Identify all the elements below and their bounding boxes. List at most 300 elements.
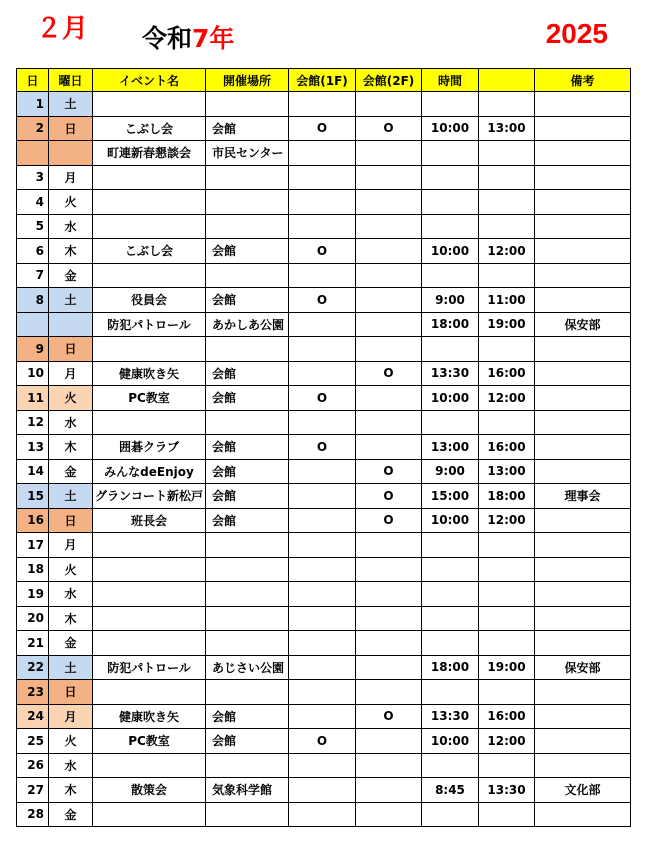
day-cell: 23: [17, 680, 49, 705]
weekday-cell: 水: [49, 214, 93, 239]
note-cell: [535, 802, 631, 827]
col-header-time: 時間: [422, 69, 479, 92]
hall-1f-cell: O: [289, 386, 356, 411]
table-row: [17, 557, 631, 582]
note-cell: [535, 631, 631, 656]
venue-cell: 会館: [206, 435, 289, 460]
note-cell: [535, 410, 631, 435]
hall-1f-cell: O: [289, 729, 356, 754]
event-cell: [93, 533, 206, 558]
hall-2f-cell: [356, 92, 422, 117]
end-time-cell: [479, 680, 535, 705]
day-cell: 19: [17, 582, 49, 607]
note-cell: [535, 361, 631, 386]
era-year: 7年: [192, 24, 235, 53]
start-time-cell: 18:00: [422, 312, 479, 337]
col-header-weekday: 曜日: [49, 69, 93, 92]
weekday-cell: 木: [49, 606, 93, 631]
event-cell: PC教室: [93, 729, 206, 754]
hall-2f-cell: [356, 802, 422, 827]
era-title: [142, 19, 234, 55]
hall-2f-cell: [356, 165, 422, 190]
event-cell: PC教室: [93, 386, 206, 411]
venue-cell: [206, 802, 289, 827]
event-cell: 班長会: [93, 508, 206, 533]
end-time-cell: 12:00: [479, 239, 535, 264]
end-time-cell: [479, 337, 535, 362]
end-time-cell: 13:30: [479, 778, 535, 803]
hall-2f-cell: [356, 214, 422, 239]
table-row: [17, 165, 631, 190]
hall-1f-cell: [289, 606, 356, 631]
hall-2f-cell: [356, 190, 422, 215]
start-time-cell: 10:00: [422, 116, 479, 141]
day-cell: 20: [17, 606, 49, 631]
hall-1f-cell: [289, 655, 356, 680]
event-cell: 防犯パトロール: [93, 655, 206, 680]
start-time-cell: 10:00: [422, 729, 479, 754]
venue-cell: [206, 557, 289, 582]
start-time-cell: 18:00: [422, 655, 479, 680]
end-time-cell: [479, 190, 535, 215]
start-time-cell: [422, 802, 479, 827]
end-time-cell: 11:00: [479, 288, 535, 313]
end-time-cell: [479, 557, 535, 582]
table-row: [17, 606, 631, 631]
weekday-cell: 木: [49, 778, 93, 803]
hall-1f-cell: [289, 753, 356, 778]
event-cell: 健康吹き矢: [93, 704, 206, 729]
day-cell: 11: [17, 386, 49, 411]
day-cell: 9: [17, 337, 49, 362]
start-time-cell: 10:00: [422, 508, 479, 533]
weekday-cell: 日: [49, 680, 93, 705]
venue-cell: 会館: [206, 484, 289, 509]
start-time-cell: [422, 582, 479, 607]
weekday-cell: 火: [49, 729, 93, 754]
end-time-cell: [479, 410, 535, 435]
hall-2f-cell: [356, 263, 422, 288]
day-cell: 4: [17, 190, 49, 215]
hall-1f-cell: O: [289, 288, 356, 313]
venue-cell: [206, 533, 289, 558]
end-time-cell: [479, 141, 535, 166]
weekday-cell: 金: [49, 459, 93, 484]
day-cell: 21: [17, 631, 49, 656]
table-row: [17, 778, 631, 803]
weekday-cell: 火: [49, 386, 93, 411]
note-cell: 保安部: [535, 312, 631, 337]
hall-1f-cell: [289, 361, 356, 386]
event-cell: [93, 214, 206, 239]
venue-cell: 会館: [206, 508, 289, 533]
hall-2f-cell: O: [356, 508, 422, 533]
note-cell: 文化部: [535, 778, 631, 803]
table-row: [17, 239, 631, 264]
col-header-hall-1f: 会館(1F): [289, 69, 356, 92]
event-cell: [93, 263, 206, 288]
table-row: [17, 386, 631, 411]
weekday-cell: 土: [49, 288, 93, 313]
weekday-cell: 水: [49, 410, 93, 435]
table-row: [17, 288, 631, 313]
venue-cell: [206, 410, 289, 435]
venue-cell: [206, 190, 289, 215]
hall-1f-cell: [289, 263, 356, 288]
hall-2f-cell: [356, 533, 422, 558]
day-cell: 17: [17, 533, 49, 558]
hall-2f-cell: [356, 337, 422, 362]
end-time-cell: 12:00: [479, 729, 535, 754]
hall-2f-cell: [356, 288, 422, 313]
day-cell: 26: [17, 753, 49, 778]
day-cell: 22: [17, 655, 49, 680]
weekday-cell: 火: [49, 557, 93, 582]
note-cell: [535, 582, 631, 607]
note-cell: [535, 435, 631, 460]
hall-1f-cell: [289, 214, 356, 239]
hall-2f-cell: O: [356, 116, 422, 141]
weekday-cell: 日: [49, 508, 93, 533]
end-time-cell: [479, 802, 535, 827]
start-time-cell: [422, 92, 479, 117]
day-cell: 10: [17, 361, 49, 386]
start-time-cell: 13:00: [422, 435, 479, 460]
day-cell: 14: [17, 459, 49, 484]
venue-cell: 会館: [206, 729, 289, 754]
weekday-cell: 土: [49, 484, 93, 509]
start-time-cell: [422, 165, 479, 190]
venue-cell: [206, 631, 289, 656]
event-cell: 役員会: [93, 288, 206, 313]
start-time-cell: 10:00: [422, 239, 479, 264]
end-time-cell: 12:00: [479, 508, 535, 533]
hall-1f-cell: [289, 533, 356, 558]
start-time-cell: [422, 141, 479, 166]
event-cell: [93, 557, 206, 582]
note-cell: [535, 116, 631, 141]
note-cell: [535, 557, 631, 582]
start-time-cell: 13:30: [422, 704, 479, 729]
hall-1f-cell: O: [289, 239, 356, 264]
weekday-cell: 水: [49, 753, 93, 778]
weekday-cell: 金: [49, 263, 93, 288]
hall-1f-cell: [289, 704, 356, 729]
venue-cell: あかしあ公園: [206, 312, 289, 337]
hall-1f-cell: [289, 337, 356, 362]
hall-2f-cell: [356, 410, 422, 435]
weekday-cell: 金: [49, 631, 93, 656]
start-time-cell: [422, 337, 479, 362]
end-time-cell: 18:00: [479, 484, 535, 509]
start-time-cell: [422, 557, 479, 582]
venue-cell: あじさい公園: [206, 655, 289, 680]
hall-1f-cell: [289, 165, 356, 190]
table-row: [17, 435, 631, 460]
hall-1f-cell: O: [289, 435, 356, 460]
event-cell: [93, 410, 206, 435]
day-cell: 18: [17, 557, 49, 582]
hall-2f-cell: [356, 655, 422, 680]
end-time-cell: [479, 753, 535, 778]
event-cell: みんなdeEnjoy: [93, 459, 206, 484]
hall-1f-cell: [289, 680, 356, 705]
weekday-cell: 木: [49, 435, 93, 460]
note-cell: [535, 190, 631, 215]
table-row: [17, 361, 631, 386]
table-row: [17, 312, 631, 337]
note-cell: [535, 141, 631, 166]
event-cell: [93, 680, 206, 705]
table-row: [17, 484, 631, 509]
venue-cell: 市民センター: [206, 141, 289, 166]
end-time-cell: [479, 533, 535, 558]
weekday-cell: [49, 312, 93, 337]
hall-2f-cell: [356, 631, 422, 656]
end-time-cell: [479, 582, 535, 607]
event-cell: [93, 631, 206, 656]
hall-2f-cell: [356, 557, 422, 582]
hall-2f-cell: [356, 435, 422, 460]
day-cell: 12: [17, 410, 49, 435]
end-time-cell: [479, 165, 535, 190]
venue-cell: [206, 582, 289, 607]
day-cell: 28: [17, 802, 49, 827]
start-time-cell: [422, 190, 479, 215]
hall-1f-cell: O: [289, 116, 356, 141]
day-cell: [17, 312, 49, 337]
hall-2f-cell: [356, 778, 422, 803]
event-cell: 町連新春懇談会: [93, 141, 206, 166]
weekday-cell: 木: [49, 239, 93, 264]
venue-cell: [206, 214, 289, 239]
venue-cell: 会館: [206, 386, 289, 411]
hall-2f-cell: [356, 312, 422, 337]
end-time-cell: 13:00: [479, 459, 535, 484]
table-row: [17, 92, 631, 117]
venue-cell: 会館: [206, 459, 289, 484]
end-time-cell: 16:00: [479, 704, 535, 729]
hall-2f-cell: [356, 582, 422, 607]
end-time-cell: 19:00: [479, 655, 535, 680]
event-cell: こぶし会: [93, 239, 206, 264]
event-cell: [93, 753, 206, 778]
event-cell: [93, 802, 206, 827]
note-cell: [535, 165, 631, 190]
hall-1f-cell: [289, 92, 356, 117]
event-cell: [93, 92, 206, 117]
day-cell: 6: [17, 239, 49, 264]
day-cell: 7: [17, 263, 49, 288]
end-time-cell: 19:00: [479, 312, 535, 337]
note-cell: [535, 214, 631, 239]
hall-1f-cell: [289, 582, 356, 607]
venue-cell: 会館: [206, 704, 289, 729]
start-time-cell: 9:00: [422, 288, 479, 313]
venue-cell: 会館: [206, 288, 289, 313]
table-row: [17, 141, 631, 166]
event-cell: こぶし会: [93, 116, 206, 141]
end-time-cell: [479, 214, 535, 239]
day-cell: 8: [17, 288, 49, 313]
hall-2f-cell: [356, 239, 422, 264]
hall-1f-cell: [289, 631, 356, 656]
hall-2f-cell: [356, 680, 422, 705]
start-time-cell: [422, 214, 479, 239]
note-cell: [535, 533, 631, 558]
table-row: [17, 729, 631, 754]
month-title: ２月: [36, 14, 89, 44]
day-cell: [17, 141, 49, 166]
weekday-cell: 月: [49, 533, 93, 558]
venue-cell: 会館: [206, 361, 289, 386]
col-header-event: イベント名: [93, 69, 206, 92]
hall-1f-cell: [289, 778, 356, 803]
start-time-cell: [422, 410, 479, 435]
table-row: [17, 190, 631, 215]
start-time-cell: 15:00: [422, 484, 479, 509]
note-cell: [535, 459, 631, 484]
start-time-cell: [422, 263, 479, 288]
end-time-cell: [479, 606, 535, 631]
hall-1f-cell: [289, 508, 356, 533]
day-cell: 1: [17, 92, 49, 117]
note-cell: [535, 239, 631, 264]
hall-1f-cell: [289, 141, 356, 166]
start-time-cell: [422, 631, 479, 656]
col-header-end-time: [479, 69, 535, 92]
day-cell: 2: [17, 116, 49, 141]
weekday-cell: 金: [49, 802, 93, 827]
start-time-cell: [422, 606, 479, 631]
hall-2f-cell: [356, 729, 422, 754]
start-time-cell: [422, 533, 479, 558]
hall-1f-cell: [289, 190, 356, 215]
day-cell: 5: [17, 214, 49, 239]
hall-2f-cell: [356, 386, 422, 411]
hall-1f-cell: [289, 557, 356, 582]
table-row: [17, 533, 631, 558]
weekday-cell: 土: [49, 655, 93, 680]
note-cell: [535, 704, 631, 729]
hall-1f-cell: [289, 484, 356, 509]
event-cell: 囲碁クラブ: [93, 435, 206, 460]
venue-cell: [206, 92, 289, 117]
hall-1f-cell: [289, 312, 356, 337]
start-time-cell: 13:30: [422, 361, 479, 386]
table-row: [17, 631, 631, 656]
note-cell: [535, 680, 631, 705]
venue-cell: [206, 263, 289, 288]
note-cell: [535, 386, 631, 411]
note-cell: [535, 263, 631, 288]
table-row: [17, 263, 631, 288]
day-cell: 27: [17, 778, 49, 803]
event-cell: [93, 582, 206, 607]
start-time-cell: [422, 753, 479, 778]
table-row: [17, 508, 631, 533]
table-row: [17, 337, 631, 362]
table-row: [17, 802, 631, 827]
weekday-cell: 月: [49, 361, 93, 386]
hall-2f-cell: O: [356, 459, 422, 484]
end-time-cell: 16:00: [479, 361, 535, 386]
event-cell: [93, 165, 206, 190]
header-row: [17, 69, 631, 92]
hall-2f-cell: [356, 753, 422, 778]
table-row: [17, 459, 631, 484]
hall-2f-cell: O: [356, 361, 422, 386]
venue-cell: [206, 680, 289, 705]
end-time-cell: 13:00: [479, 116, 535, 141]
weekday-cell: 日: [49, 116, 93, 141]
hall-1f-cell: [289, 802, 356, 827]
event-cell: [93, 190, 206, 215]
schedule-table: [16, 68, 631, 827]
end-time-cell: 12:00: [479, 386, 535, 411]
note-cell: [535, 337, 631, 362]
day-cell: 13: [17, 435, 49, 460]
event-cell: [93, 606, 206, 631]
col-header-venue: 開催場所: [206, 69, 289, 92]
day-cell: 15: [17, 484, 49, 509]
start-time-cell: 8:45: [422, 778, 479, 803]
note-cell: [535, 508, 631, 533]
venue-cell: [206, 606, 289, 631]
event-cell: [93, 337, 206, 362]
note-cell: 保安部: [535, 655, 631, 680]
event-cell: 防犯パトロール: [93, 312, 206, 337]
col-header-hall-2f: 会館(2F): [356, 69, 422, 92]
table-row: [17, 655, 631, 680]
venue-cell: 気象科学館: [206, 778, 289, 803]
venue-cell: 会館: [206, 239, 289, 264]
col-header-note: 備考: [535, 69, 631, 92]
col-header-day: 日: [17, 69, 49, 92]
hall-1f-cell: [289, 410, 356, 435]
hall-2f-cell: [356, 141, 422, 166]
venue-cell: [206, 753, 289, 778]
note-cell: [535, 753, 631, 778]
note-cell: [535, 729, 631, 754]
table-row: [17, 704, 631, 729]
table-row: [17, 214, 631, 239]
table-row: [17, 680, 631, 705]
day-cell: 25: [17, 729, 49, 754]
event-cell: 散策会: [93, 778, 206, 803]
note-cell: [535, 92, 631, 117]
hall-2f-cell: [356, 606, 422, 631]
weekday-cell: 月: [49, 165, 93, 190]
year-title: 2025: [545, 18, 608, 49]
start-time-cell: [422, 680, 479, 705]
table-row: [17, 410, 631, 435]
hall-1f-cell: [289, 459, 356, 484]
hall-2f-cell: O: [356, 704, 422, 729]
hall-2f-cell: O: [356, 484, 422, 509]
day-cell: 24: [17, 704, 49, 729]
table-row: [17, 753, 631, 778]
table-row: [17, 582, 631, 607]
weekday-cell: 水: [49, 582, 93, 607]
day-cell: 3: [17, 165, 49, 190]
start-time-cell: 9:00: [422, 459, 479, 484]
era-prefix: 令和: [142, 24, 193, 53]
venue-cell: [206, 337, 289, 362]
weekday-cell: 土: [49, 92, 93, 117]
start-time-cell: 10:00: [422, 386, 479, 411]
day-cell: 16: [17, 508, 49, 533]
